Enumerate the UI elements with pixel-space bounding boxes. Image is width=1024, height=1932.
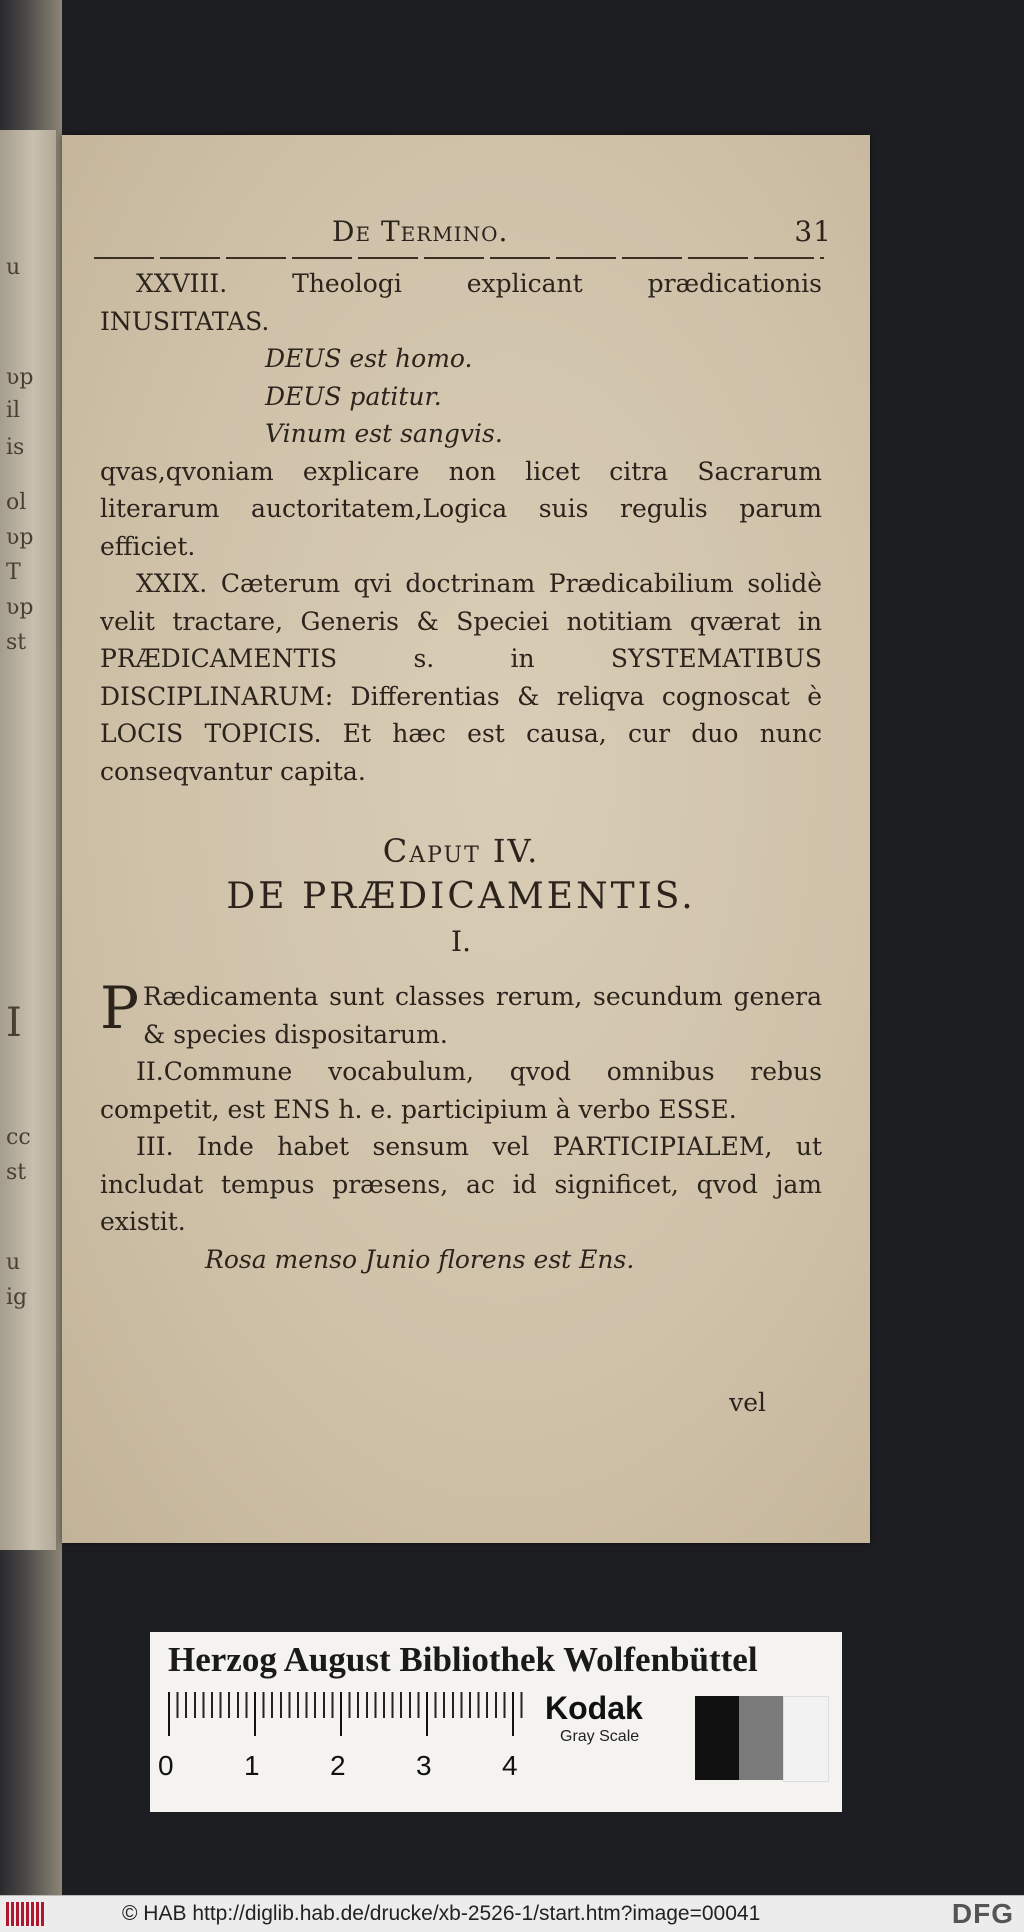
margin-letter: ʋp bbox=[6, 365, 34, 390]
margin-letter: is bbox=[6, 435, 25, 460]
paragraph: XXIX. Cæterum qvi doctrinam Prædicabilium solidè velit tractare, Generis & Speciei notitiam qværat in PRÆDICAMENTIS s. in SYSTEMATIBUS DISCIPLINARUM: Differentias & reliqva cognoscat è LOCIS TOPICIS. Et hæc est causa, cur duo nunc conseqvantur capita. bbox=[100, 569, 822, 786]
ruler-number: 4 bbox=[502, 1750, 518, 1781]
header-rule bbox=[94, 257, 824, 259]
swatch-black bbox=[695, 1696, 739, 1780]
section-number: I. bbox=[451, 925, 471, 958]
margin-letter: st bbox=[6, 1160, 27, 1185]
margin-letter: ig bbox=[6, 1285, 28, 1310]
margin-letter: u bbox=[6, 1250, 21, 1275]
color-calibration-bar bbox=[150, 1632, 842, 1812]
previous-page-strip bbox=[0, 130, 56, 1550]
kodak-logo: Kodak bbox=[545, 1690, 643, 1726]
ruler bbox=[168, 1692, 528, 1736]
paragraph: XXVIII. Theologi explicant prædicationis INUSITATAS. bbox=[100, 269, 822, 336]
margin-letter: st bbox=[6, 630, 27, 655]
chapter-heading: Caput IV. bbox=[382, 832, 540, 870]
hab-logo-icon bbox=[6, 1902, 46, 1926]
page-number: 31 bbox=[794, 215, 832, 248]
margin-letter: cc bbox=[6, 1125, 31, 1150]
paragraph bbox=[100, 974, 822, 1053]
footer-credit: © HAB http://diglib.hab.de/drucke/xb-2526-1/start.htm?image=00041 bbox=[122, 1902, 761, 1925]
swatch-white bbox=[783, 1696, 829, 1782]
ruler-number: 2 bbox=[330, 1750, 346, 1781]
margin-letter: il bbox=[6, 398, 21, 423]
drop-cap: P bbox=[100, 974, 140, 1042]
ruler-number: 1 bbox=[244, 1750, 260, 1781]
example-line: DEUS patitur. bbox=[265, 381, 442, 411]
margin-letter: ʋp bbox=[6, 525, 34, 550]
page-body bbox=[100, 265, 822, 1278]
library-name: Herzog August Bibliothek Wolfenbüttel bbox=[168, 1640, 758, 1679]
margin-letter: u bbox=[6, 255, 21, 280]
dfg-logo: DFG bbox=[951, 1898, 1014, 1929]
example-line: Vinum est sangvis. bbox=[265, 419, 503, 448]
catchword: vel bbox=[729, 1388, 766, 1417]
paragraph: III. Inde habet sensum vel PARTICIPIALEM, ut includat tempus præsens, ac id significet, qvod jam existit. bbox=[100, 1132, 822, 1236]
ruler-number: 0 bbox=[158, 1750, 174, 1781]
paragraph: qvas,qvoniam explicare non licet citra Sacrarum literarum auctoritatem,Logica suis regulis parum efficiet. bbox=[100, 456, 822, 561]
margin-letter: ʋp bbox=[6, 595, 34, 620]
swatch-gray bbox=[739, 1696, 783, 1780]
paragraph: II.Commune vocabulum, qvod omnibus rebus competit, est ENS h. e. participium à verbo ESSE. bbox=[100, 1057, 822, 1124]
example-line: DEUS est homo. bbox=[265, 344, 473, 373]
book-page bbox=[62, 135, 870, 1543]
ruler-number: 3 bbox=[416, 1750, 432, 1781]
example-line: Rosa menso Junio florens est Ens. bbox=[205, 1244, 635, 1274]
gray-scale-label: Gray Scale bbox=[560, 1728, 640, 1745]
margin-letter: ol bbox=[6, 490, 27, 515]
margin-letter: I bbox=[6, 1000, 22, 1046]
running-head: De Termino. bbox=[332, 215, 509, 248]
margin-letter: T bbox=[6, 560, 21, 585]
paragraph-text: Rædicamenta sunt classes rerum, secundum genera & species dispositarum. bbox=[143, 982, 822, 1049]
chapter-title: DE PRÆDICAMENTIS. bbox=[226, 876, 696, 917]
footer-bar bbox=[0, 1895, 1024, 1932]
